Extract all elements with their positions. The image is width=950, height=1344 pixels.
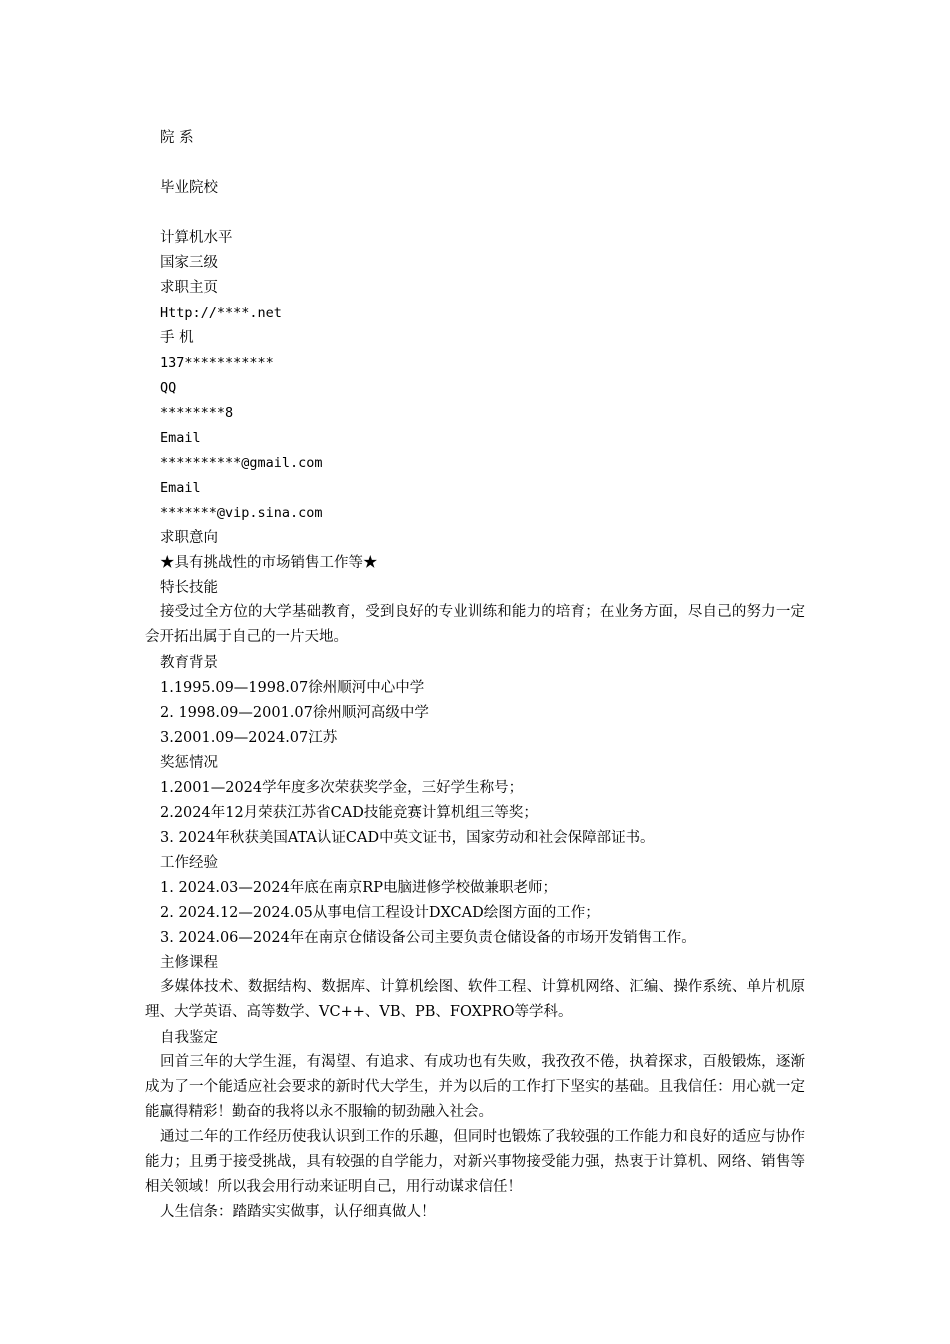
work-item: 3. 2024.06—2024年在南京仓储设备公司主要负责仓储设备的市场开发销售工作。	[160, 930, 696, 946]
skills-label: 特长技能	[160, 580, 218, 596]
school-label: 毕业院校	[160, 180, 218, 196]
email-value-1: **********@gmail.com	[160, 455, 323, 471]
award-item: 1.2001—2024学年度多次荣获奖学金，三好学生称号；	[160, 780, 524, 796]
self-eval-text-2: 通过二年的工作经历使我认识到工作的乐趣，但同时也锻炼了我较强的工作能力和良好的适应与协作能力；且勇于接受挑战，具有较强的自学能力，对新兴事物接受能力强，热衷于计算机、网络、销售等相关领域！所以我会用行动来证明自己，用行动谋求信任！	[145, 1129, 805, 1195]
courses-text: 多媒体技术、数据结构、数据库、计算机绘图、软件工程、计算机网络、汇编、操作系统、单片机原理、大学英语、高等数学、VC++、VB、PB、FOXPRO等学科。	[145, 979, 805, 1020]
work-label: 工作经验	[160, 855, 218, 871]
education-label: 教育背景	[160, 655, 218, 671]
phone-value: 137***********	[160, 355, 274, 371]
qq-value: ********8	[160, 405, 234, 421]
intent-label: 求职意向	[160, 530, 218, 546]
skills-text: 接受过全方位的大学基础教育，受到良好的专业训练和能力的培育；在业务方面，尽自己的努力一定会开拓出属于自己的一片天地。	[145, 604, 805, 645]
self-eval-label: 自我鉴定	[160, 1030, 218, 1046]
courses-label: 主修课程	[160, 955, 218, 971]
motto-text: 人生信条：踏踏实实做事，认仔细真做人！	[160, 1204, 436, 1220]
homepage-label: 求职主页	[160, 280, 218, 296]
intent-value: ★具有挑战性的市场销售工作等★	[160, 555, 378, 571]
work-item: 2. 2024.12—2024.05从事电信工程设计DXCAD绘图方面的工作；	[160, 905, 600, 921]
homepage-value: Http://****.net	[160, 305, 282, 321]
education-item: 3.2001.09—2024.07江苏	[160, 730, 338, 746]
dept-label: 院 系	[160, 130, 194, 146]
work-item: 1. 2024.03—2024年底在南京RP电脑进修学校做兼职老师；	[160, 880, 557, 896]
education-item: 1.1995.09—1998.07徐州顺河中心中学	[160, 680, 425, 696]
award-item: 3. 2024年秋获美国ATA认证CAD中英文证书，国家劳动和社会保障部证书。	[160, 830, 655, 846]
computer-value: 国家三级	[160, 255, 218, 271]
email-value-2: *******@vip.sina.com	[160, 505, 323, 521]
email-label-2: Email	[160, 480, 201, 496]
education-item: 2. 1998.09—2001.07徐州顺河高级中学	[160, 705, 429, 721]
phone-label: 手 机	[160, 330, 194, 346]
self-eval-text-1: 回首三年的大学生涯，有渴望、有追求、有成功也有失败，我孜孜不倦，执着探求，百般锻炼，逐渐成为了一个能适应社会要求的新时代大学生，并为以后的工作打下坚实的基础。且我信任：用心就一定能赢得精彩！勤奋的我将以永不服输的韧劲融入社会。	[145, 1054, 805, 1120]
computer-label: 计算机水平	[160, 230, 233, 246]
qq-label: QQ	[160, 380, 177, 396]
awards-label: 奖惩情况	[160, 755, 218, 771]
award-item: 2.2024年12月荣获江苏省CAD技能竞赛计算机组三等奖；	[160, 805, 538, 821]
email-label-1: Email	[160, 430, 201, 446]
